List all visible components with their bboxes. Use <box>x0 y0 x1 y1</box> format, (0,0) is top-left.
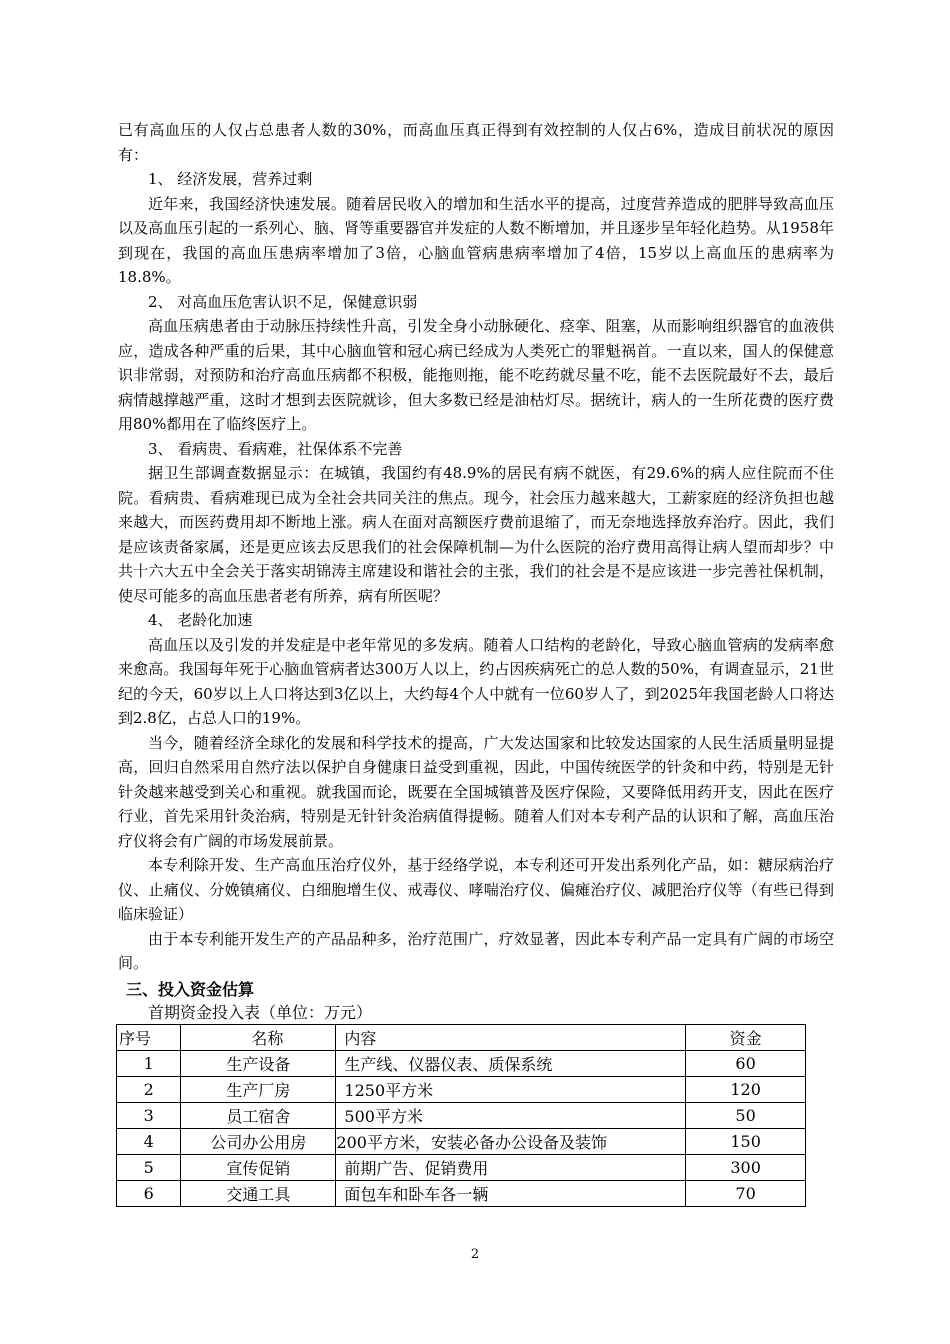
row-index: 3 <box>117 1102 181 1128</box>
row-index: 1 <box>117 1050 181 1076</box>
table-row <box>117 1128 806 1154</box>
table-row <box>117 1102 806 1128</box>
row-name: 员工宿舍 <box>181 1102 336 1128</box>
row-content: 面包车和卧车各一辆 <box>336 1180 686 1206</box>
row-name: 生产厂房 <box>181 1076 336 1102</box>
header-content: 内容 <box>336 1024 686 1050</box>
reason-heading-4: 4、 老龄化加速 <box>148 611 253 629</box>
row-name: 公司办公用房 <box>181 1128 336 1154</box>
table-header-row <box>117 1024 806 1050</box>
investment-table <box>116 1024 806 1207</box>
row-amount: 60 <box>686 1050 806 1076</box>
row-amount: 70 <box>686 1180 806 1206</box>
row-amount: 50 <box>686 1102 806 1128</box>
row-index: 2 <box>117 1076 181 1102</box>
row-index: 6 <box>117 1180 181 1206</box>
table-row <box>117 1154 806 1180</box>
header-index: 序号 <box>117 1024 181 1050</box>
row-content: 1250平方米 <box>336 1076 686 1102</box>
reason-paragraph-4: 高血压以及引发的并发症是中老年常见的多发病。随着人口结构的老龄化，导致心脑血管病的发病率愈来愈高。我国每年死于心脑血管病者达300万人以上，约占因疾病死亡的总人数的50%，有调查显示，21世纪的今天，60岁以上人口将达到3亿以上，大约每4个人中就有一位60岁人了，到2025年我国老龄人口将达到2.8亿，占总人口的19%。 <box>118 635 834 727</box>
product-series-paragraph: 本专利除开发、生产高血压治疗仪外，基于经络学说，本专利还可开发出系列化产品，如：糖尿病治疗仪、止痛仪、分娩镇痛仪、白细胞增生仪、戒毒仪、哮喘治疗仪、偏瘫治疗仪、减肥治疗仪等（有些已得到临床验证） <box>118 856 834 923</box>
reason-heading-2: 2、 对高血压危害认识不足，保健意识弱 <box>148 292 418 311</box>
reason-paragraph-1: 近年来，我国经济快速发展。随着居民收入的增加和生活水平的提高，过度营养造成的肥胖导致高血压以及高血压引起的一系列心、脑、肾等重要器官并发症的人数不断增加，并且逐步呈年轻化趋势。从1958年到现在，我国的高血压患病率增加了3倍，心脑血管病患病率增加了4倍，15岁以上高血压的患病率为18.8%。 <box>118 194 834 286</box>
table-row <box>117 1076 806 1102</box>
row-amount: 150 <box>686 1128 806 1154</box>
row-content: 前期广告、促销费用 <box>336 1154 686 1180</box>
row-name: 交通工具 <box>181 1180 336 1206</box>
section-title: 三、投入资金估算 <box>126 979 255 999</box>
reason-heading-3: 3、 看病贵、看病难，社保体系不完善 <box>148 439 403 458</box>
row-amount: 300 <box>686 1154 806 1180</box>
table-row <box>117 1180 806 1206</box>
header-name: 名称 <box>181 1024 336 1050</box>
reason-paragraph-3: 据卫生部调查数据显示：在城镇，我国约有48.9%的居民有病不就医，有29.6%的病人应住院而不住院。看病贵、看病难现已成为全社会共同关注的焦点。现今，社会压力越来越大，工薪家庭的经济负担也越来越大，而医药费用却不断地上涨。病人在面对高额医疗费前退缩了，而无奈地选择放弃治疗。因此，我们是应该责备家属，还是更应该去反思我们的社会保障机制—为什么医院的治疗费用高得让病人望而却步？中共十六大五中全会关于落实胡锦涛主席建设和谐社会的主张，我们的社会是不是应该进一步完善社保机制，使尽可能多的高血压患者老有所养，病有所医呢？ <box>118 464 834 605</box>
row-content: 500平方米 <box>336 1102 686 1128</box>
table-row <box>117 1050 806 1076</box>
header-amount: 资金 <box>686 1024 806 1050</box>
page-number: 2 <box>470 1247 480 1262</box>
row-name: 宣传促销 <box>181 1154 336 1180</box>
market-space-paragraph: 由于本专利能开发生产的产品品种多，治疗范围广，疗效显著，因此本专利产品一定具有广阔的市场空间。 <box>118 929 834 972</box>
row-index: 5 <box>117 1154 181 1180</box>
row-name: 生产设备 <box>181 1050 336 1076</box>
row-content: 生产线、仪器仪表、质保系统 <box>336 1050 686 1076</box>
market-paragraph: 当今，随着经济全球化的发展和科学技术的提高，广大发达国家和比较发达国家的人民生活质量明显提高，回归自然采用自然疗法以保护自身健康日益受到重视，因此，中国传统医学的针灸和中药，特别是无针针灸越来越受到关心和重视。就我国而论，既要在全国城镇普及医疗保险，又要降低用药开支，因此在医疗行业，首先采用针灸治病，特别是无针针灸治病值得提畅。随着人们对本专利产品的认识和了解，高血压治疗仪将会有广阔的市场发展前景。 <box>118 733 834 850</box>
intro-paragraph: 已有高血压的人仅占总患者人数的30%，而高血压真正得到有效控制的人仅占6%，造成目前状况的原因有： <box>118 121 834 164</box>
row-index: 4 <box>117 1128 181 1154</box>
document-body <box>118 118 834 1207</box>
reason-heading-1: 1、 经济发展，营养过剩 <box>148 170 313 188</box>
row-amount: 120 <box>686 1076 806 1102</box>
row-content: 200平方米，安装必备办公设备及装饰 <box>336 1128 686 1154</box>
table-caption: 首期资金投入表（单位：万元） <box>148 1002 373 1022</box>
reason-paragraph-2: 高血压病患者由于动脉压持续性升高，引发全身小动脉硬化、痉挛、阻塞，从而影响组织器官的血液供应，造成各种严重的后果，其中心脑血管和冠心病已经成为人类死亡的罪魁祸首。一直以来，国人的保健意识非常弱，对预防和治疗高血压病都不积极，能拖则拖，能不吃药就尽量不吃，能不去医院最好不去，最后病情越撑越严重，这时才想到去医院就诊，但大多数已经是油枯灯尽。据统计，病人的一生所花费的医疗费用80%都用在了临终医疗上。 <box>118 317 834 433</box>
